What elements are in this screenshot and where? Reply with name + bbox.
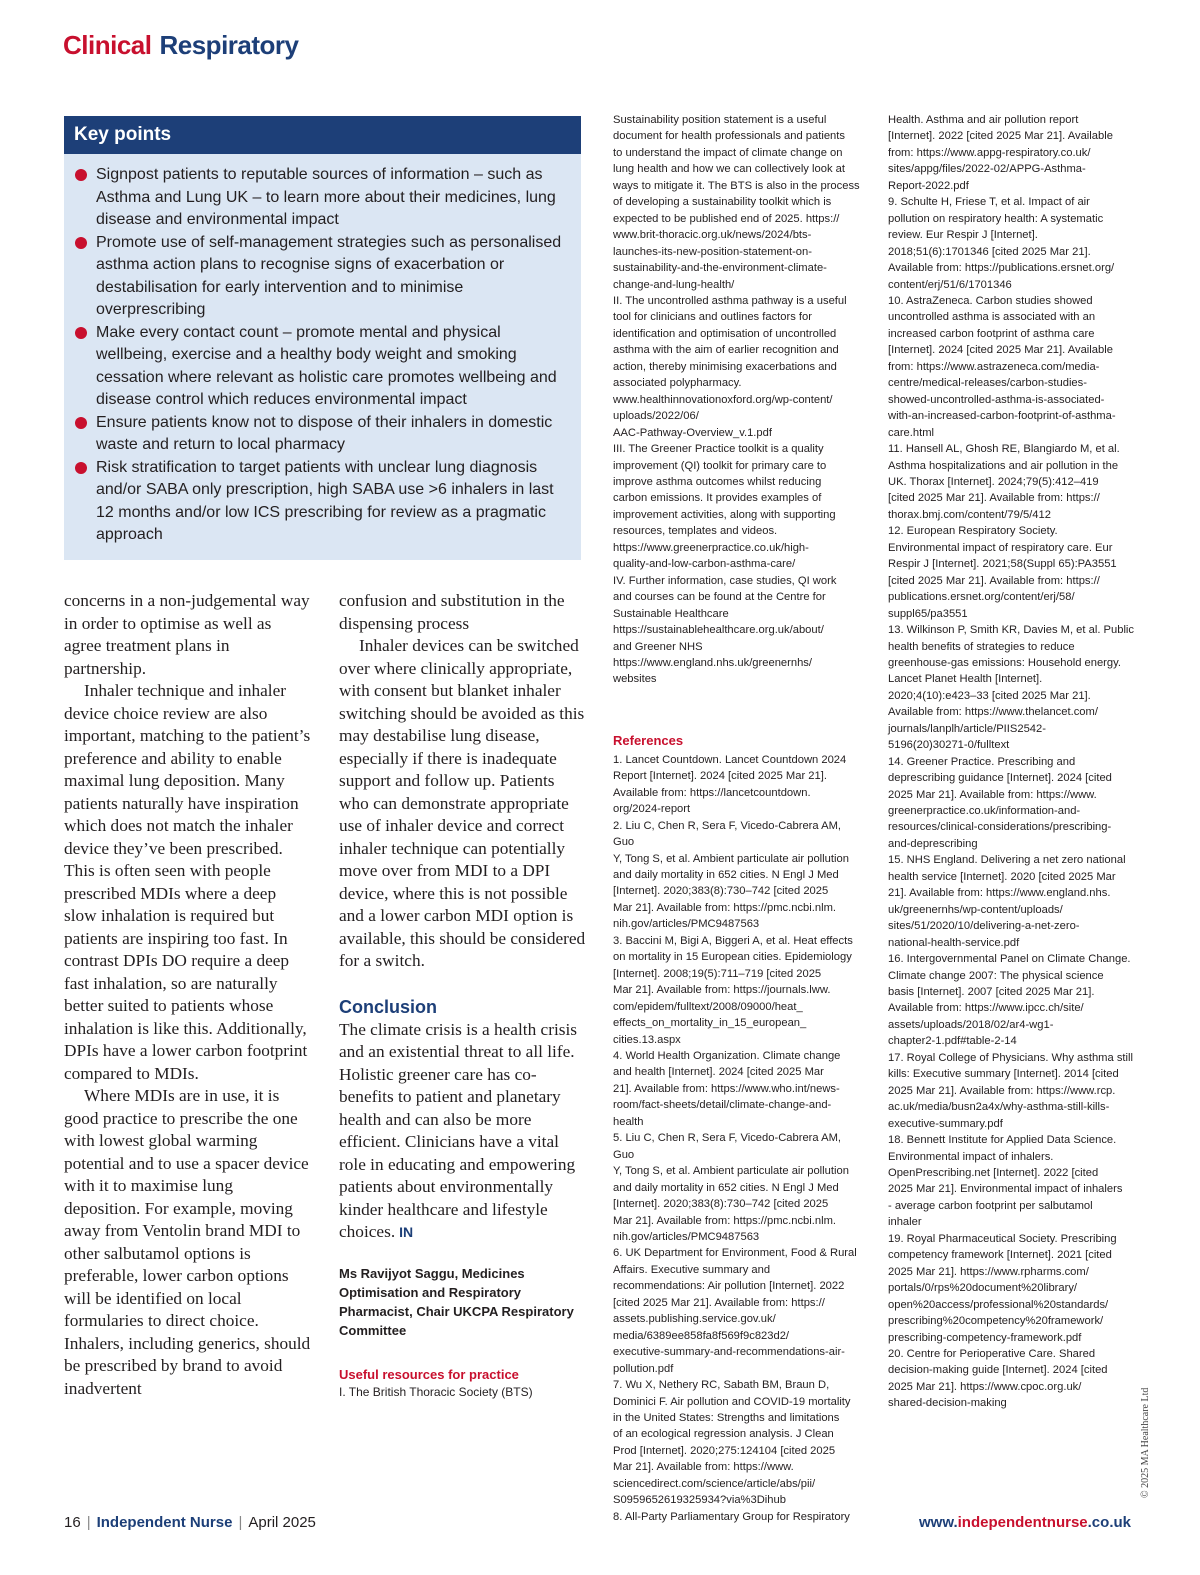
key-point-item — [74, 322, 571, 412]
resource-item: II. The uncontrolled asthma pathway is a useful tool for clinicians and outlines factors for identification and optimisation of uncontrolled asthma with the aim of earlier recognition and action, thereby minimising exacerbations and associated polypharmacy. www.healthinnovationoxford.org/wp-content/ uploads/2022/06/ AAC-Pathway-Overview_v.1.pdf — [613, 294, 847, 439]
useful-resources-heading: Useful resources for practice — [339, 1366, 519, 1382]
key-points-box — [64, 116, 581, 560]
section-title: Clinical — [63, 30, 152, 60]
key-points-list — [64, 154, 581, 547]
reference-item: 15. NHS England. Delivering a net zero national health service [Internet]. 2020 [cited 2025 Mar 21]. Available from: https://www.england.nhs. uk/greenernhs/wp-content/uploads/ sites/51/2020/10/delivering-a-net-zero- national-health-service.pdf — [888, 854, 1126, 949]
conclusion-paragraph — [339, 1019, 587, 1244]
reference-item: 17. Royal College of Physicians. Why asthma still kills: Executive summary [Internet]. 2014 [cited 2025 Mar 21]. Available from: https://www.rcp. ac.uk/media/busn2a4x/why-asthma-still-kills- executive-summary.pdf — [888, 1051, 1133, 1130]
reference-item: 7. Wu X, Nethery RC, Sabath BM, Braun D, Dominici F. Air pollution and COVID-19 mortality in the United States: Strengths and limitations of an ecological regression analysis. J Clean Prod [Internet]. 2020;275:124104 [cited 2025 Mar 21]. Available from: https://www. sciencedirect.com/science/article/abs/pii/ S0959652619325934?via%3Dihub — [613, 1379, 851, 1507]
author-credit: Ms Ravijyot Saggu, Medicines Optimisation and Respiratory Pharmacist, Chair UKCPA Respiratory Committee — [339, 1265, 574, 1338]
references-column — [888, 112, 1138, 1412]
issue-date: April 2025 — [248, 1514, 316, 1531]
reference-item: 14. Greener Practice. Prescribing and deprescribing guidance [Internet]. 2024 [cited 2025 Mar 21]. Available from: https://www. greenerpractice.co.uk/information-and- resources/clinical-considerations/prescribing- and-deprescribing — [888, 755, 1112, 850]
bullet-icon — [75, 462, 87, 474]
body-paragraph: Inhaler technique and inhaler device choice review are also important, matching to the patient’s preference and ability to enable maximal lung deposition. Many patients naturally have inspiration which does not match the inhaler device they’ve been prescribed. This is often seen with people prescribed MDIs where a deep slow inhalation is required but patients are inspiring too fast. In contrast DPIs DO require a deep fast inhalation, so are naturally better suited to patients whose inhalation is like this. Additionally, DPIs have a lower carbon footprint compared to MDIs. — [64, 681, 311, 1083]
bullet-icon — [75, 169, 87, 181]
subsection-title: Respiratory — [159, 30, 299, 60]
reference-item: 8. All-Party Parliamentary Group for Respiratory — [613, 1510, 850, 1523]
url-part: .co.uk — [1087, 1514, 1131, 1531]
key-points-title: Key points — [64, 116, 581, 154]
footer-separator: | — [238, 1514, 243, 1531]
bullet-icon — [75, 327, 87, 339]
copyright-notice: © 2025 MA Healthcare Ltd — [1140, 1387, 1151, 1498]
body-column-1 — [64, 590, 312, 1400]
reference-item: 13. Wilkinson P, Smith KR, Davies M, et al. Public health benefits of strategies to reduce greenhouse-gas emissions: Household energy. Lancet Planet Health [Internet]. 2020;4(10):e423–33 [cited 2025 Mar 21]. Available from: https://www.thelancet.com/ journals/lanplh/article/PIIS2542- 5196(20)30271-0/fulltext — [888, 624, 1135, 752]
key-point-text: Ensure patients know not to dispose of their inhalers in domestic waste and return to local pharmacy — [96, 413, 553, 453]
page-footer — [64, 1514, 316, 1531]
bullet-icon — [75, 237, 87, 249]
reference-item: 11. Hansell AL, Ghosh RE, Blangiardo M, et al. Asthma hospitalizations and air pollution in the UK. Thorax [Internet]. 2024;79(5):412–419 [cited 2025 Mar 21]. Available from: https:// thorax.bmj.com/content/79/5/412 — [888, 443, 1120, 521]
reference-item: 3. Baccini M, Bigi A, Biggeri A, et al. Heat effects on mortality in 15 European cities. Epidemiology [Internet]. 2008;19(5):711–719 [cited 2025 Mar 21]. Available from: https://journals.lww. com/epidem/fulltext/2008/09000/heat_ effects_on_mortality_in_15_european_ cities.13.aspx — [613, 934, 853, 1046]
reference-item: 2. Liu C, Chen R, Sera F, Vicedo-Cabrera AM, Guo Y, Tong S, et al. Ambient particulate air pollution and daily mortality in 652 cities. N Engl J Med [Internet]. 2020;383(8):730–742 [cited 2025 Mar 21]. Available from: https://pmc.ncbi.nlm. nih.gov/articles/PMC9487563 — [613, 819, 849, 931]
key-point-item — [74, 412, 571, 457]
section-header — [63, 30, 298, 61]
reference-item: 19. Royal Pharmaceutical Society. Prescribing competency framework [Internet]. 2021 [cited 2025 Mar 21]. https://www.rpharms.com/ portals/0/rps%20document%20library/ open%20access/professional%20standards/ prescribing%20competency%20framework/ prescribing-competency-framework.pdf — [888, 1232, 1117, 1344]
key-point-text: Risk stratification to target patients with unclear lung diagnosis and/or SABA only prescription, high SABA use >6 inhalers in last 12 months and/or low ICS prescribing for review as a pragmatic approach — [96, 458, 554, 543]
conclusion-heading: Conclusion — [339, 996, 437, 1017]
body-paragraph: Where MDIs are in use, it is good practice to prescribe the one with lowest global warming potential and to use a spacer device with it to maximise lung deposition. For example, moving away from Ventolin brand MDI to other salbutamol options is preferable, lower carbon options will be identified on local formularies to direct choice. Inhalers, including generics, should be prescribed by brand to avoid inadvertent — [64, 1086, 311, 1398]
url-part: www. — [919, 1514, 958, 1531]
resources-column — [613, 112, 863, 1525]
body-paragraph: concerns in a non-judgemental way in order to optimise as well as agree treatment plans in partnership. — [64, 591, 310, 678]
reference-item: 4. World Health Organization. Climate change and health [Internet]. 2024 [cited 2025 Mar 21]. Available from: https://www.who.int/news- room/fact-sheets/detail/climate-change-and- health — [613, 1050, 841, 1128]
key-point-item — [74, 457, 571, 547]
reference-item: 5. Liu C, Chen R, Sera F, Vicedo-Cabrera AM, Guo Y, Tong S, et al. Ambient particulate air pollution and daily mortality in 652 cities. N Engl J Med [Internet]. 2020;383(8):730–742 [cited 2025 Mar 21]. Available from: https://pmc.ncbi.nlm. nih.gov/articles/PMC9487563 — [613, 1132, 849, 1243]
footer-separator: | — [86, 1514, 91, 1531]
key-point-text: Signpost patients to reputable sources of information – such as Asthma and Lung UK – to learn more about their medicines, lung disease and environmental impact — [96, 166, 556, 228]
resource-item: Sustainability position statement is a useful document for health professionals and patients to understand the impact of climate change on lung health and how we can collectively look at ways to mitigate it. The BTS is also in the process of developing a sustainability toolkit which is expected to be published end of 2025. https:// www.brit-thoracic.org.uk/news/2024/bts- launches-its-new-position-statement-on- sustainability-and-the-environment-climate- change-and-lung-health/ — [613, 114, 860, 291]
key-point-text: Make every contact count – promote mental and physical wellbeing, exercise and a healthy body weight and smoking cessation where relevant as holistic care promotes wellbeing and disease control which reduces environmental impact — [96, 323, 557, 408]
key-point-item — [74, 232, 571, 322]
page-number: 16 — [64, 1514, 81, 1531]
resource-item: IV. Further information, case studies, QI work and courses can be found at the Centre for Sustainable Healthcare https://sustainablehealthcare.org.uk/about/ and Greener NHS https://www.england.nhs.uk/greenernhs/ websites — [613, 574, 837, 686]
reference-item: 6. UK Department for Environment, Food & Rural Affairs. Executive summary and recommendations: Air pollution [Internet]. 2022 [cited 2025 Mar 21]. Available from: https:// assets.publishing.service.gov.uk/ media/6389ee858fa8f569f9c823d2/ executive-summary-and-recommendations-air- pollution.pdf — [613, 1247, 857, 1375]
bullet-icon — [75, 417, 87, 429]
key-point-item — [74, 164, 571, 232]
body-paragraph: Inhaler devices can be switched over where clinically appropriate, with consent but blanket inhaler switching should be avoided as this may destabilise lung disease, especially if there is inadequate support and follow up. Patients who can demonstrate appropriate use of inhaler device and correct inhaler technique can potentially move over from MDI to a DPI device, where this is not possible and a lower carbon MDI option is available, this should be considered for a switch. — [339, 636, 586, 970]
references-heading: References — [613, 732, 684, 748]
reference-item: 20. Centre for Perioperative Care. Shared decision-making guide [Internet]. 2024 [cited 2025 Mar 21]. https://www.cpoc.org.uk/ shared-decision-making — [888, 1347, 1108, 1410]
reference-item: Health. Asthma and air pollution report [Internet]. 2022 [cited 2025 Mar 21]. Available from: https://www.appg-respiratory.co.uk/ sites/appg/files/2022-02/APPG-Asthma- Report-2022.pdf — [888, 114, 1113, 192]
useful-resource-item: I. The British Thoracic Society (BTS) — [339, 1384, 533, 1399]
conclusion-text: The climate crisis is a health crisis and an existential threat to all life. Holistic greener care has co-benefits to patient and planetary health and can also be more efficient. Clinicians have a vital role in educating and empowering patients about environmentally kinder healthcare and lifestyle choices. — [339, 1019, 578, 1241]
reference-item: 16. Intergovernmental Panel on Climate Change. Climate change 2007: The physical science basis [Internet]. 2007 [cited 2025 Mar 21]. Available from: https://www.ipcc.ch/site/ assets/uploads/2018/02/ar4-wg1- chapter2-1.pdf#table-2-14 — [888, 953, 1131, 1048]
body-column-2 — [339, 590, 587, 1400]
reference-item: 1. Lancet Countdown. Lancet Countdown 2024 Report [Internet]. 2024 [cited 2025 Mar 21]. Available from: https://lancetcountdown. org/2024-report — [613, 753, 847, 816]
key-point-text: Promote use of self-management strategies such as personalised asthma action plans to recognise signs of exacerbation or destabilisation for early intervention and to minimise overprescribing — [96, 233, 562, 318]
footer-url[interactable] — [919, 1514, 1131, 1531]
url-highlight: independentnurse — [957, 1514, 1088, 1531]
end-mark-logo: IN — [399, 1224, 414, 1240]
publication-name: Independent Nurse — [96, 1514, 233, 1531]
reference-item: 12. European Respiratory Society. Environmental impact of respiratory care. Eur Respir J [Internet]. 2021;58(Suppl 65):PA3551 [cited 2025 Mar 21]. Available from: https:// publications.ersnet.org/content/erj/58/ suppl65/pa3551 — [888, 525, 1117, 620]
reference-item: 9. Schulte H, Friese T, et al. Impact of air pollution on respiratory health: A systematic review. Eur Respir J [Internet]. 2018;51(6):1701346 [cited 2025 Mar 21]. Available from: https://publications.ersnet.org/ content/erj/51/6/1701346 — [888, 196, 1115, 291]
body-paragraph: confusion and substitution in the dispensing process — [339, 591, 565, 633]
resource-item: III. The Greener Practice toolkit is a quality improvement (QI) toolkit for primary care to improve asthma outcomes whilst reducing carbon emissions. It provides examples of improvement activities, along with supporting resources, templates and videos. https://www.greenerpractice.co.uk/high- quality-and-low-carbon-asthma-care/ — [613, 443, 836, 571]
reference-item: 10. AstraZeneca. Carbon studies showed uncontrolled asthma is associated with an increased carbon footprint of asthma care [Internet]. 2024 [cited 2025 Mar 21]. Available from: https://www.astrazeneca.com/media- centre/medical-releases/carbon-studies- showed-uncontrolled-asthma-is-associated- with-an-increased-carbon-footprint-of-asthma- care.html — [888, 294, 1116, 439]
reference-item: 18. Bennett Institute for Applied Data Science. Environmental impact of inhalers. OpenPrescribing.net [Internet]. 2022 [cited 2025 Mar 21]. Environmental impact of inhalers - average carbon footprint per salbutamol inhaler — [888, 1134, 1123, 1229]
